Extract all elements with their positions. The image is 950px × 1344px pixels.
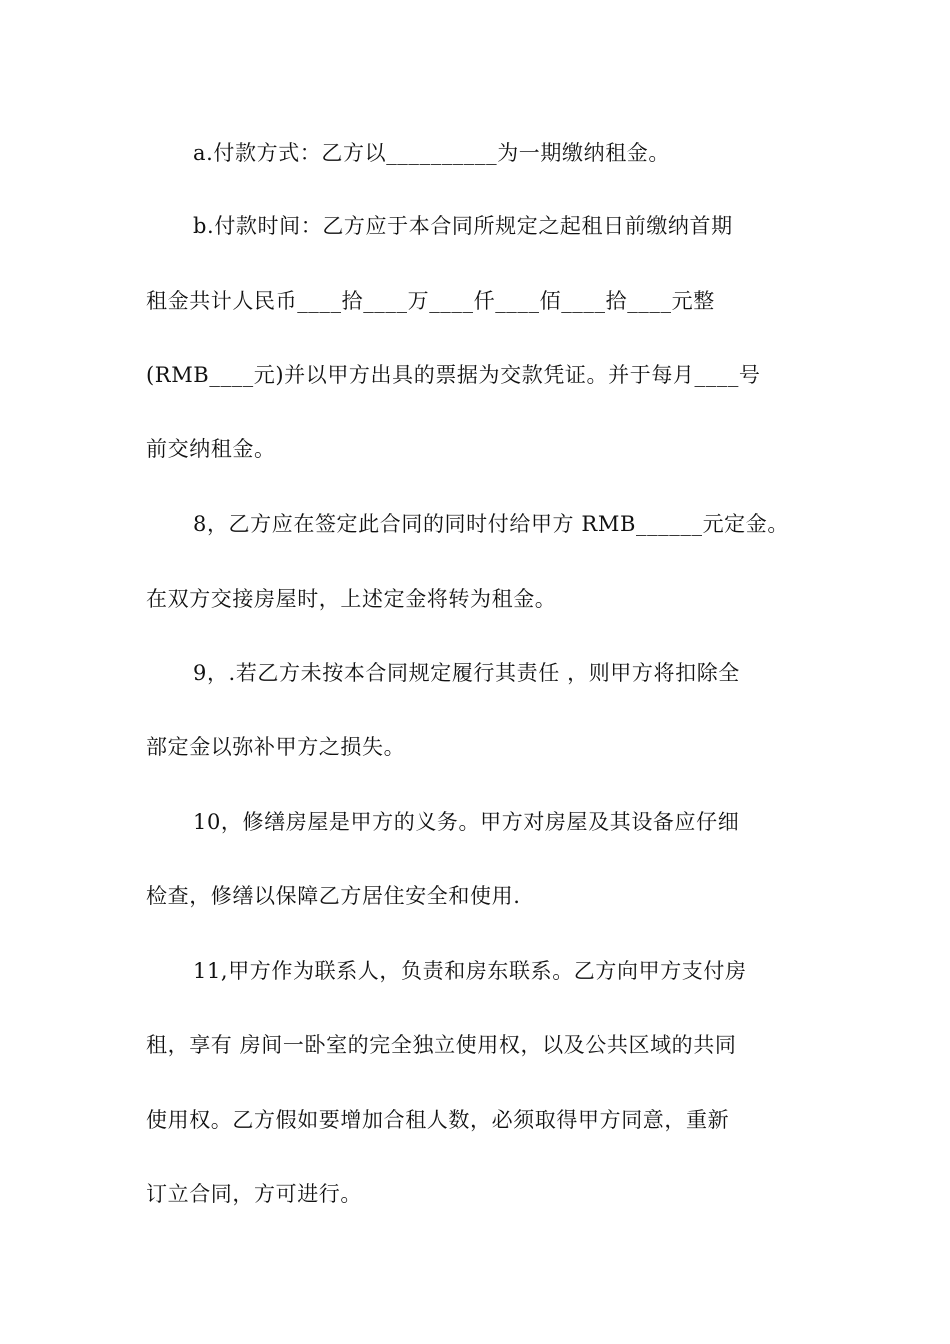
clause-8-deposit-line1: 8，乙方应在签定此合同的同时付给甲方 RMB______元定金。: [193, 512, 789, 536]
clause-8-deposit-line2: 在双方交接房屋时，上述定金将转为租金。: [146, 587, 557, 611]
clause-11-contact-line3: 使用权。乙方假如要增加合租人数，必须取得甲方同意，重新: [146, 1108, 730, 1132]
clause-10-repair-line2: 检查，修缮以保障乙方居住安全和使用.: [146, 884, 521, 908]
clause-a-payment-method: a.付款方式：乙方以__________为一期缴纳租金。: [193, 141, 670, 165]
clause-11-contact-line2: 租，享有 房间一卧室的完全独立使用权，以及公共区域的共同: [146, 1033, 737, 1057]
clause-11-contact-line4: 订立合同，方可进行。: [146, 1182, 362, 1206]
clause-b-payment-time-line1: b.付款时间：乙方应于本合同所规定之起租日前缴纳首期: [193, 214, 733, 238]
clause-b-payment-time-line2: 租金共计人民币____拾____万____仟____佰____拾____元整: [146, 289, 715, 313]
clause-b-payment-time-line3: (RMB____元)并以甲方出具的票据为交款凭证。并于每月____号: [146, 363, 761, 387]
clause-9-breach-line2: 部定金以弥补甲方之损失。: [146, 735, 406, 759]
clause-9-breach-line1: 9，.若乙方未按本合同规定履行其责任 ，则甲方将扣除全: [193, 661, 740, 685]
clause-10-repair-line1: 10，修缮房屋是甲方的义务。甲方对房屋及其设备应仔细: [193, 810, 740, 834]
clause-11-contact-line1: 11,甲方作为联系人，负责和房东联系。乙方向甲方支付房: [193, 959, 747, 983]
clause-b-payment-time-line4: 前交纳租金。: [146, 437, 276, 461]
